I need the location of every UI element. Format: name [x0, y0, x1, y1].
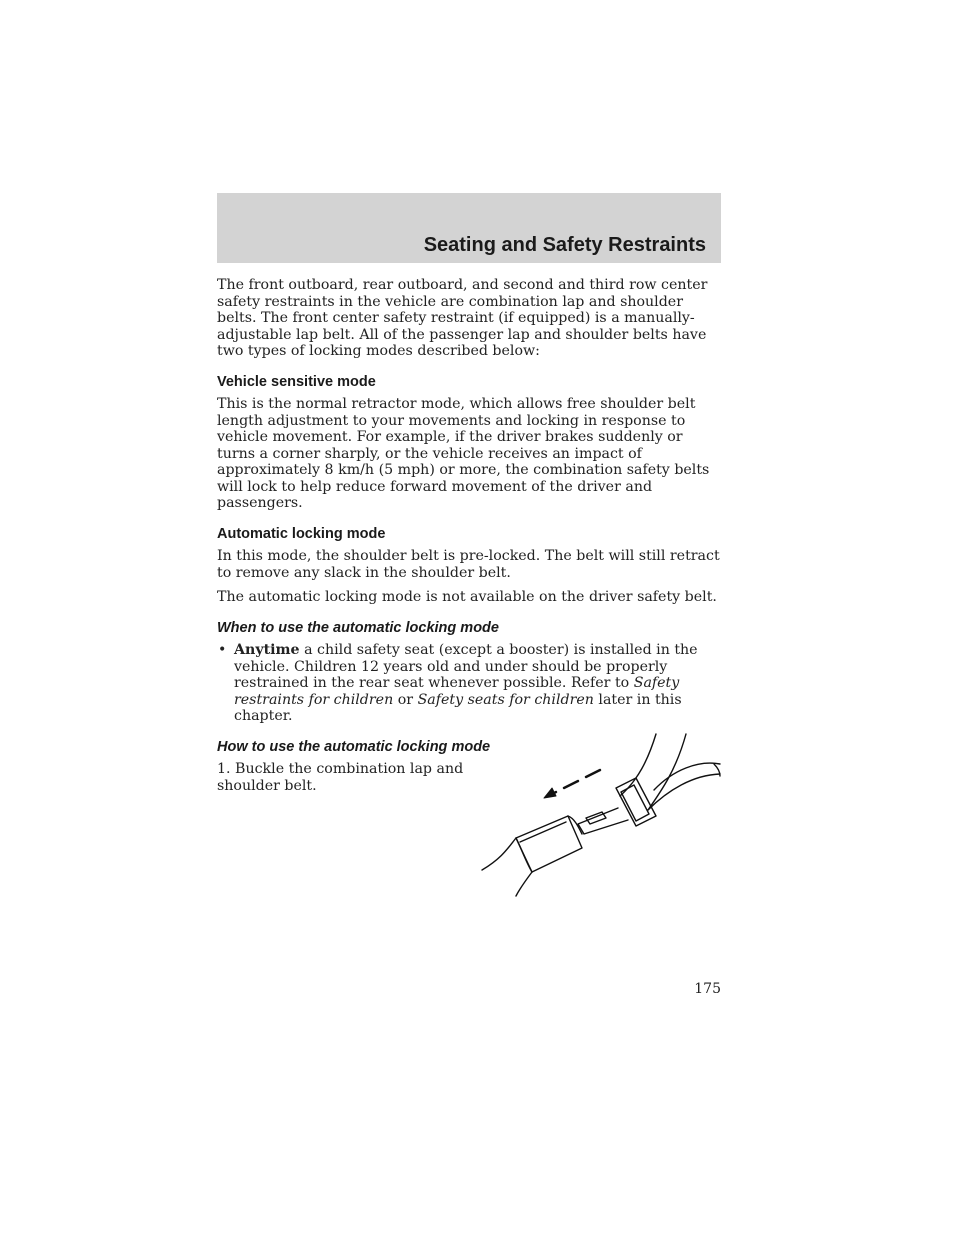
- bullet-text-2: or: [393, 691, 418, 708]
- automatic-locking-paragraph-1: In this mode, the shoulder belt is pre-locked. The belt will still retract to remove any slack in the shoulder belt.: [217, 548, 720, 581]
- page-number: 175: [694, 981, 721, 997]
- reference-safety-seats: Safety seats for children: [417, 691, 594, 708]
- automatic-locking-heading: Automatic locking mode: [217, 525, 386, 542]
- bullet-text-3: later in this chapter.: [234, 691, 682, 724]
- when-to-use-heading: When to use the automatic locking mode: [217, 619, 499, 636]
- vehicle-sensitive-heading: Vehicle sensitive mode: [217, 373, 376, 390]
- page-body: [217, 277, 721, 802]
- bullet-dot: •: [218, 642, 227, 658]
- bullet-text-1: a child safety seat (except a booster) is installed in the vehicle. Children 12 years old and under should be properly restrained in the rear seat whenever possible. Refer to: [234, 642, 698, 691]
- automatic-locking-paragraph-2: The automatic locking mode is not available on the driver safety belt.: [217, 589, 717, 605]
- list-item: [217, 642, 721, 725]
- section-title: Seating and Safety Restraints: [423, 234, 706, 256]
- section-header: [217, 193, 721, 263]
- intro-paragraph: The front outboard, rear outboard, and second and third row center safety restraints in the vehicle are combination lap and shoulder belts. The front center safety restraint (if equipped) is a manually-adjustable lap belt. All of the passenger lap and shoulder belts have two types of locking modes described below:: [217, 277, 708, 359]
- vehicle-sensitive-paragraph: This is the normal retractor mode, which allows free shoulder belt length adjustment to your movements and locking in response to vehicle movement. For example, if the driver brakes suddenly or turns a corner sharply, or the vehicle receives an impact of approximately 8 km/h (5 mph) or more, the combination safety belts will lock to help reduce forward movement of the driver and passengers.: [217, 396, 710, 511]
- step-1: 1. Buckle the combination lap and shoulder belt.: [217, 761, 464, 794]
- seat-belt-buckle-illustration: [478, 730, 724, 900]
- how-to-use-heading: How to use the automatic locking mode: [217, 738, 491, 755]
- reference-safety-restraints: Safety restraints for children: [234, 675, 680, 708]
- bullet-lead: Anytime: [234, 642, 300, 658]
